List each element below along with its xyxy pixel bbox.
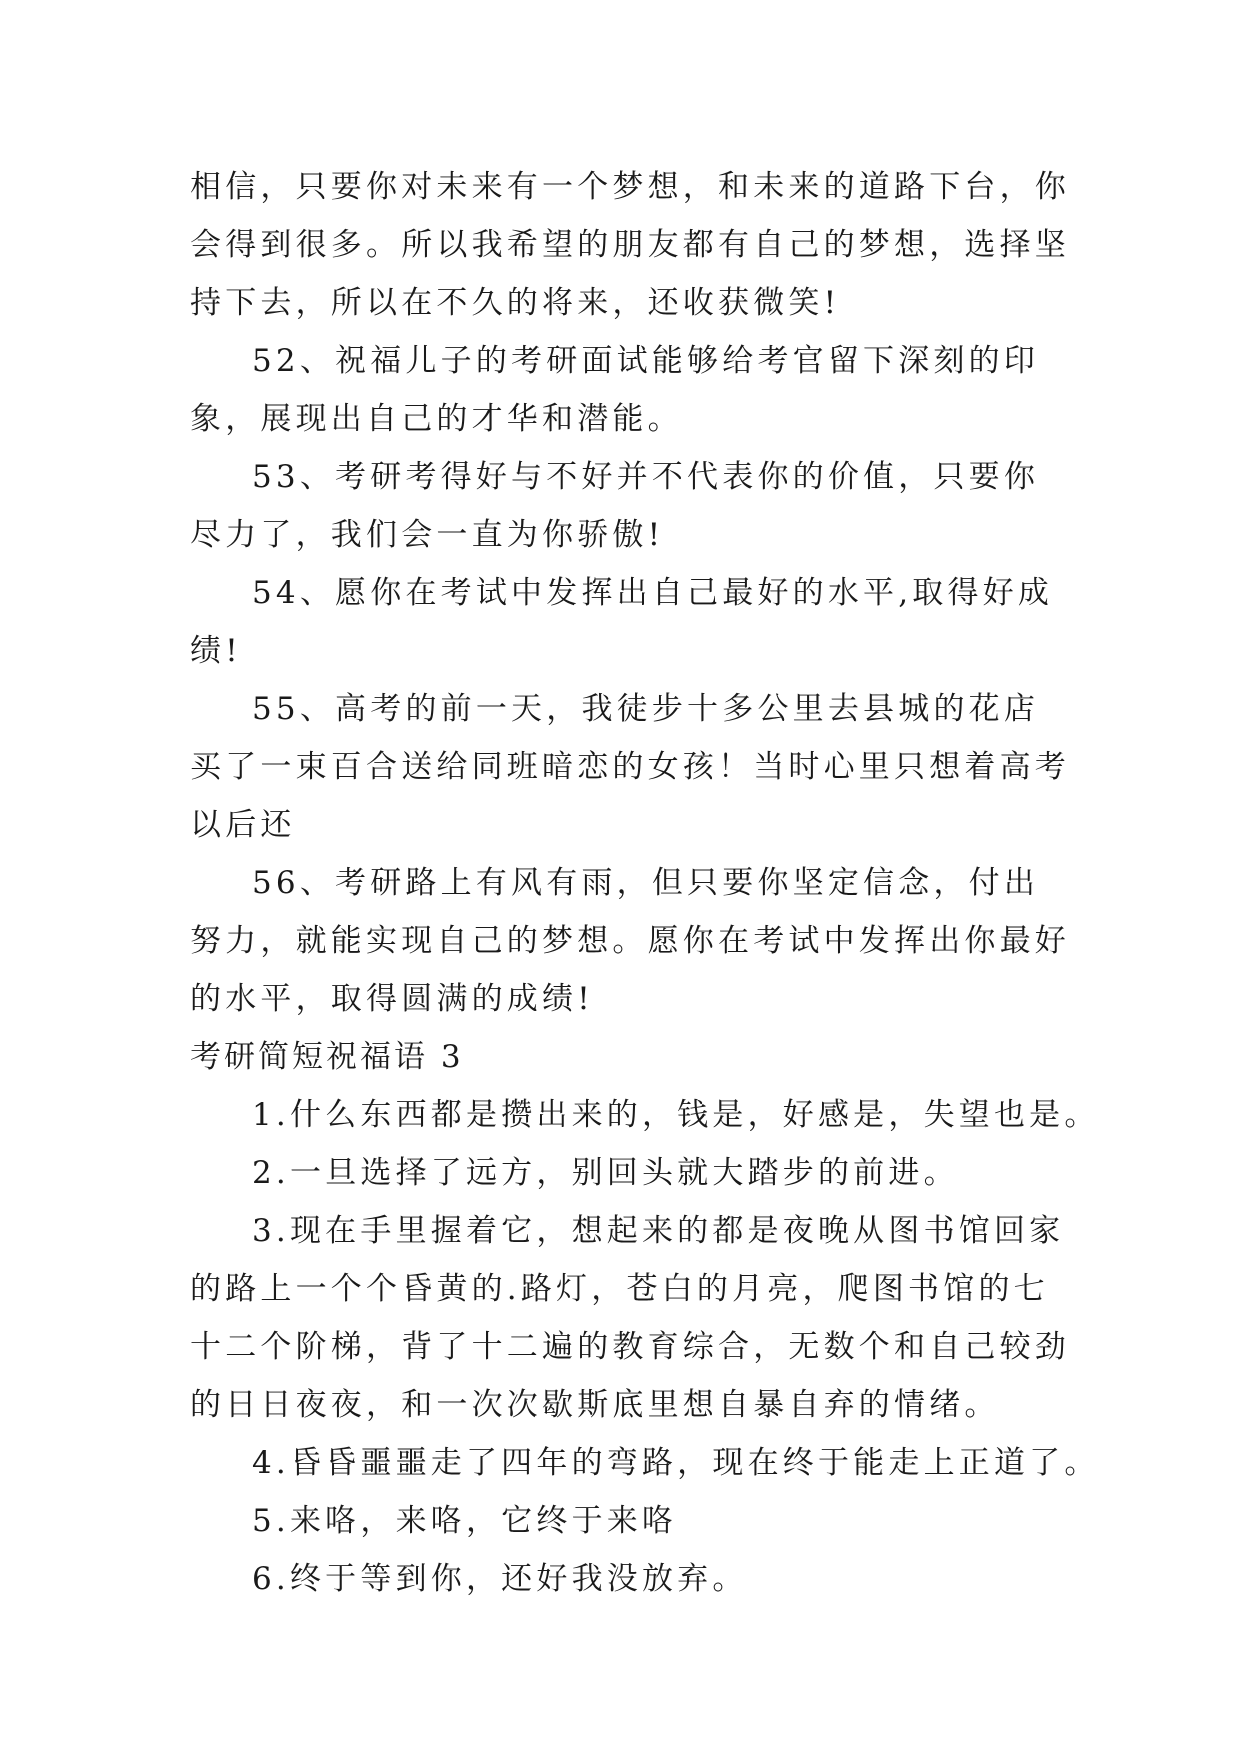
section-title: 考研简短祝福语 3 <box>190 1039 464 1075</box>
paragraph-56: 56、考研路上有风有雨，但只要你坚定信念，付出努力，就能实现自己的梦想。愿你在考试中发挥出你最好的水平，取得圆满的成绩! <box>190 865 1070 1017</box>
list-item-6: 6.终于等到你，还好我没放弃。 <box>252 1561 748 1597</box>
paragraph-54: 54、愿你在考试中发挥出自己最好的水平,取得好成绩! <box>190 575 1054 669</box>
list-item-4: 4.昏昏噩噩走了四年的弯路，现在终于能走上正道了。 <box>252 1445 1100 1481</box>
list-item-1: 1.什么东西都是攒出来的，钱是，好感是，失望也是。 <box>252 1097 1100 1133</box>
list-item-3: 3.现在手里握着它，想起来的都是夜晚从图书馆回家的路上一个个昏黄的.路灯，苍白的月亮，爬图书馆的七十二个阶梯，背了十二遍的教育综合，无数个和自己较劲的日日夜夜，和一次次歇斯底里想自暴自弃的情绪。 <box>190 1213 1070 1423</box>
paragraph-55: 55、高考的前一天，我徒步十多公里去县城的花店买了一束百合送给同班暗恋的女孩！当时心里只想着高考以后还 <box>190 691 1070 843</box>
paragraph-intro: 相信，只要你对未来有一个梦想，和未来的道路下台，你会得到很多。所以我希望的朋友都有自己的梦想，选择坚持下去，所以在不久的将来，还收获微笑! <box>190 169 1070 321</box>
list-item-2: 2.一旦选择了远方，别回头就大踏步的前进。 <box>252 1155 959 1191</box>
paragraph-53: 53、考研考得好与不好并不代表你的价值，只要你尽力了，我们会一直为你骄傲! <box>190 459 1040 553</box>
paragraph-52: 52、祝福儿子的考研面试能够给考官留下深刻的印象，展现出自己的才华和潜能。 <box>190 343 1040 437</box>
list-item-5: 5.来咯，来咯，它终于来咯 <box>252 1503 678 1539</box>
document-body <box>190 158 1100 1608</box>
